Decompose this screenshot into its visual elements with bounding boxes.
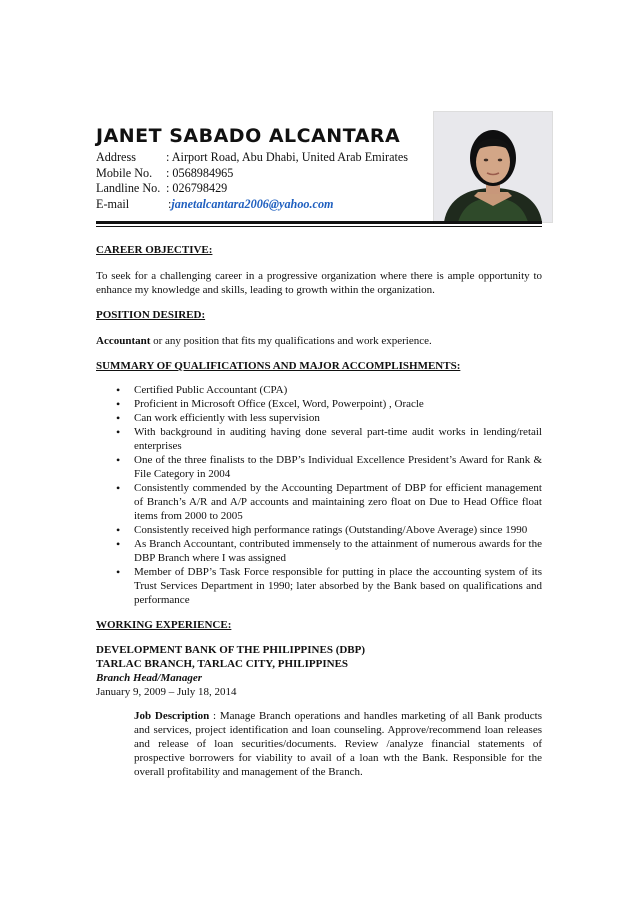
position-note: or any position that fits my qualifications and work experience. xyxy=(150,335,432,347)
applicant-name: JANET SABADO ALCANTARA xyxy=(96,125,401,147)
portrait-illustration xyxy=(434,112,552,222)
section-heading: SUMMARY OF QUALIFICATIONS AND MAJOR ACCOMPLISHMENTS: xyxy=(96,360,461,372)
list-item: • Consistently commended by the Accounting Department of DBP for efficient management of Branch’s A/R and A/P accounts and maintaining zero float on Due to Head Office float items from 2000 to 2005 xyxy=(134,481,542,523)
summary-section xyxy=(96,359,542,607)
job-description-label: Job Description xyxy=(134,710,210,722)
list-item: • Certified Public Accountant (CPA) xyxy=(134,383,542,397)
qualifications-list xyxy=(96,383,542,607)
list-item: • Member of DBP’s Task Force responsible for putting in place the accounting system of its Trust Services Department in 1990; later absorbed by the Bank based on qualifications and performance xyxy=(134,565,542,607)
contact-value: : 0568984965 xyxy=(166,165,234,180)
job-dates: January 9, 2009 – July 18, 2014 xyxy=(96,686,237,698)
contact-address xyxy=(96,150,408,166)
contact-landline xyxy=(96,181,408,197)
contact-label: Landline No. xyxy=(96,181,161,195)
career-objective-text: To seek for a challenging career in a progressive organization where there is ample opportunity to enhance my knowledge and skills, leading to growth within the organization. xyxy=(96,270,542,296)
list-item: • Proficient in Microsoft Office (Excel, Word, Powerpoint) , Oracle xyxy=(134,397,542,411)
branch-name: TARLAC BRANCH, TARLAC CITY, PHILIPPINES xyxy=(96,658,349,670)
list-item: • Can work efficiently with less supervision xyxy=(134,411,542,425)
header-divider-thin xyxy=(96,226,542,227)
section-heading: WORKING EXPERIENCE: xyxy=(96,619,232,631)
company-name: DEVELOPMENT BANK OF THE PHILIPPINES (DBP) xyxy=(96,644,366,656)
list-item: • With background in auditing having done several part-time audit works in lending/retail enterprises xyxy=(134,425,542,453)
list-item: • Consistently received high performance ratings (Outstanding/Above Average) since 1990 xyxy=(134,523,542,537)
profile-photo xyxy=(433,111,553,223)
contact-block xyxy=(96,150,408,212)
contact-email xyxy=(96,197,408,213)
contact-label: Address xyxy=(96,150,136,164)
contact-email-sep: : xyxy=(168,196,172,211)
contact-value: : 026798429 xyxy=(166,181,228,195)
section-heading: CAREER OBJECTIVE: xyxy=(96,244,213,256)
position-title: Accountant xyxy=(96,335,151,347)
job-role: Branch Head/Manager xyxy=(96,672,203,684)
position-desired-text xyxy=(96,334,542,348)
section-heading: POSITION DESIRED: xyxy=(96,309,206,321)
list-item: • As Branch Accountant, contributed immensely to the attainment of numerous awards for the DBP Branch where I was assigned xyxy=(134,537,542,565)
career-objective-section xyxy=(96,243,542,297)
email-link[interactable]: janetalcantara2006@yahoo.com xyxy=(171,196,334,211)
job-description xyxy=(134,709,542,779)
list-item: • One of the three finalists to the DBP’s Individual Excellence President’s Award for Rank & File Category in 2004 xyxy=(134,453,542,481)
resume-body xyxy=(96,243,542,779)
contact-mobile xyxy=(96,166,408,182)
contact-value: : Airport Road, Abu Dhabi, United Arab Emirates xyxy=(166,150,409,164)
position-desired-section xyxy=(96,308,542,348)
experience-section xyxy=(96,618,542,779)
job-description-text: : Manage Branch operations and handles marketing of all Bank products and services, project identification and loan counseling. Approve/recommend loan releases and release of loan securities/documents. Review /analyze financial statements of prospective borrowers for viability to avail of a loan wth the Bank. Responsible for the overall profitability and management of the Branch. xyxy=(134,710,542,778)
header-divider-thick xyxy=(96,221,542,224)
contact-label: Mobile No. xyxy=(96,165,153,180)
contact-label: E-mail xyxy=(96,196,130,211)
